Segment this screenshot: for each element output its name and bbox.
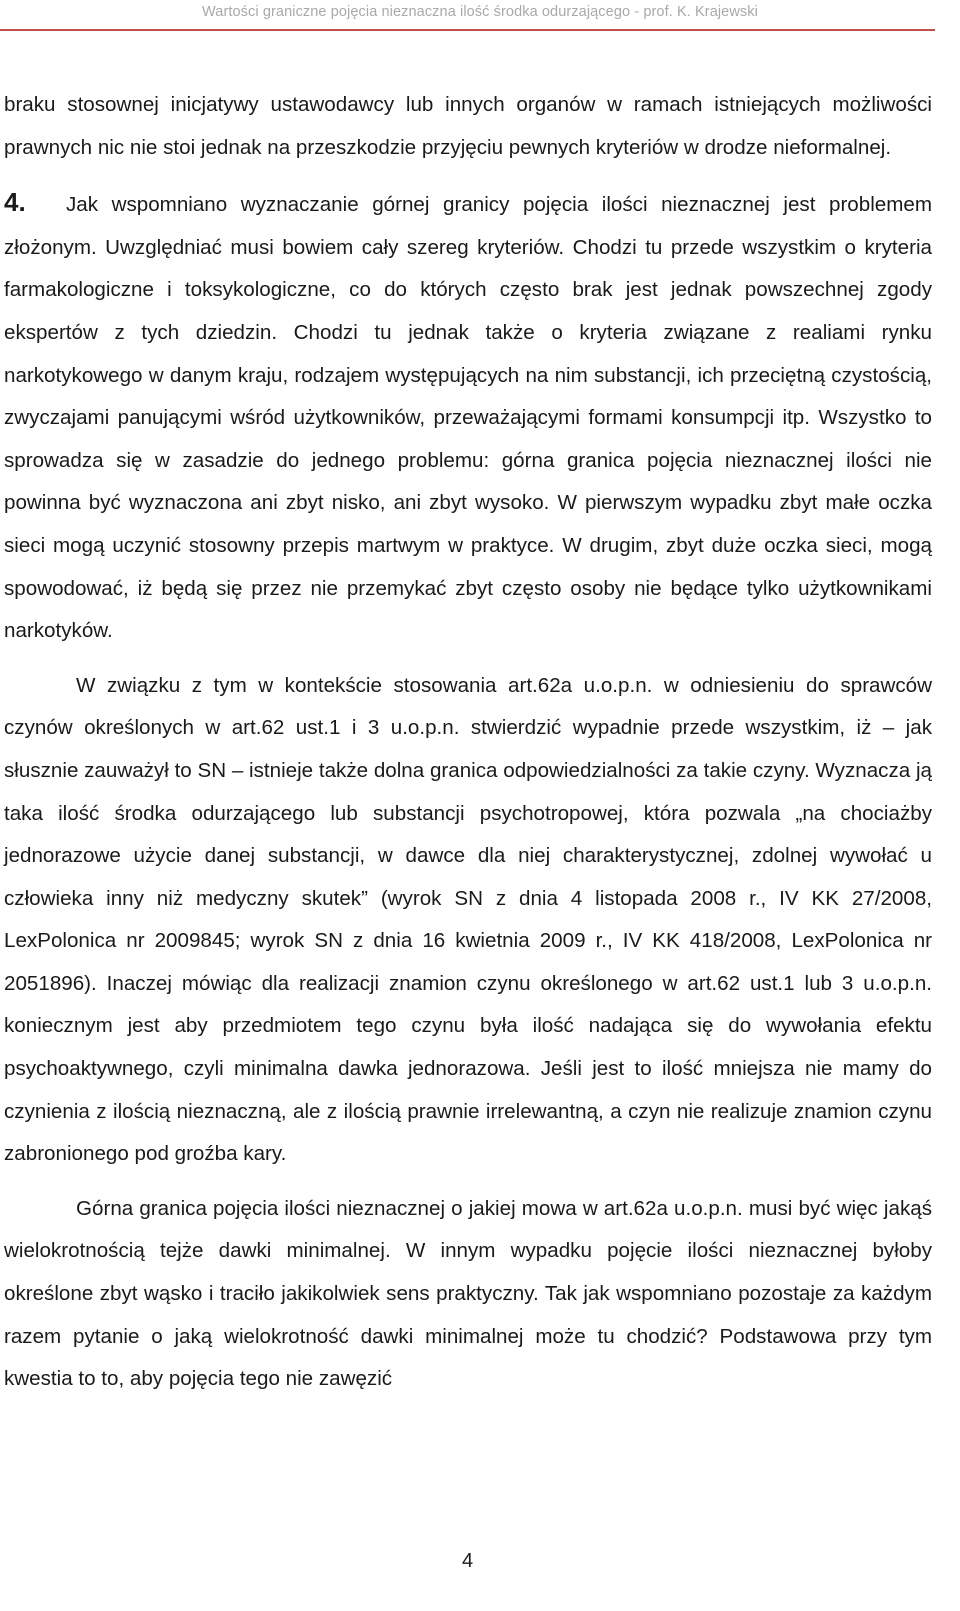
paragraph-number: 4. — [4, 187, 26, 218]
running-header: Wartości graniczne pojęcia nieznaczna ilość środka odurzającego - prof. K. Krajewski — [202, 4, 758, 20]
paragraph-4 — [4, 181, 932, 653]
header-rule — [0, 29, 935, 31]
page-number: 4 — [461, 1550, 474, 1572]
paragraph-continuation: braku stosownej inicjatywy ustawodawcy lub innych organów w ramach istniejących możliwości prawnych nic nie stoi jednak na przeszkodzie przyjęciu pewnych kryteriów w drodze nieformalnej. — [4, 93, 932, 159]
paragraph-upper-limit: Górna granica pojęcia ilości nieznacznej o jakiej mowa w art.62a u.o.p.n. musi być więc jakąś wielokrotnością tejże dawki minimalnej. W innym wypadku pojęcie ilości nieznacznej byłoby określone zbyt wąsko i traciło jakikolwiek sens praktyczny. Tak jak wspomniano pozostaje za każdym razem pytanie o jaką wielokrotność dawki minimalnej może tu chodzić? Podstawowa przy tym kwestia to to, aby pojęcia tego nie zawęzić — [4, 1196, 932, 1391]
paragraph-context: W związku z tym w kontekście stosowania art.62a u.o.p.n. w odniesieniu do sprawców czynów określonych w art.62 ust.1 i 3 u.o.p.n. stwierdzić wypadnie przede wszystkim, iż – jak słusznie zauważył to SN – istnieje także dolna granica odpowiedzialności za takie czyny. Wyznacza ją taka ilość środka odurzającego lub substancji psychotropowej, która pozwala „na chociażby jednorazowe użycie danej substancji, w dawce dla niej charakterystycznej, zdolnej wywołać u człowieka inny niż medyczny skutek” (wyrok SN z dnia 4 listopada 2008 r., IV KK 27/2008, LexPolonica nr 2009845; wyrok SN z dnia 16 kwietnia 2009 r., IV KK 418/2008, LexPolonica nr 2051896). Inaczej mówiąc dla realizacji znamion czynu określonego w art.62 ust.1 lub 3 u.o.p.n. koniecznym jest aby przedmiotem tego czynu była ilość nadająca się do wywołania efektu psychoaktywnego, czyli minimalna dawka jednorazowa. Jeśli jest to ilość mniejsza nie mamy do czynienia z ilością nieznaczną, ale z ilością prawnie irrelewantną, a czyn nie realizuje znamion czynu zabronionego pod groźba kary. — [4, 673, 932, 1166]
page-body — [4, 84, 932, 1401]
paragraph-4-text: Jak wspomniano wyznaczanie górnej granicy pojęcia ilości nieznacznej jest problemem złożonym. Uwzględniać musi bowiem cały szereg kryteriów. Chodzi tu przede wszystkim o kryteria farmakologiczne i toksykologiczne, co do których często brak jest jednak powszechnej zgody ekspertów z tych dziedzin. Chodzi tu jednak także o kryteria związane z realiami rynku narkotykowego w danym kraju, rodzajem występujących na nim substancji, ich przeciętną czystością, zwyczajami panującymi wśród użytkowników, przeważającymi formami konsumpcji itp. Wszystko to sprowadza się w zasadzie do jednego problemu: górna granica pojęcia nieznacznej ilości nie powinna być wyznaczona ani zbyt nisko, ani zbyt wysoko. W pierwszym wypadku zbyt małe oczka sieci mogą uczynić stosowny przepis martwym w praktyce. W drugim, zbyt duże oczka sieci, mogą spowodować, iż będą się przez nie przemykać zbyt często osoby nie będące tylko użytkownikami narkotyków. — [4, 193, 932, 643]
